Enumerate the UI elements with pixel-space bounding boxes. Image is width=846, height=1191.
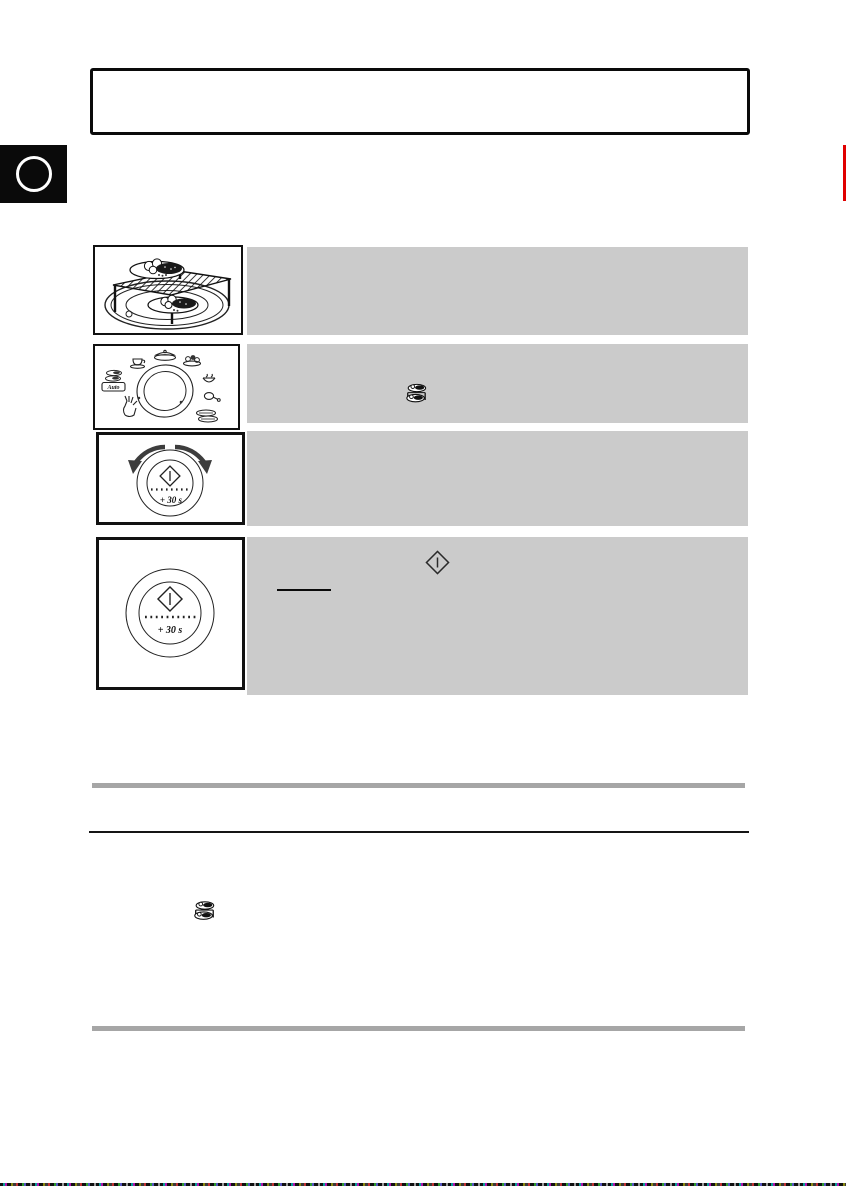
section-divider bbox=[92, 1026, 745, 1031]
auto-label: Auto bbox=[107, 384, 120, 391]
circle-icon bbox=[16, 156, 52, 192]
underline-mark bbox=[277, 589, 331, 591]
two-plates-icon bbox=[404, 383, 428, 405]
start-diamond-icon bbox=[160, 466, 180, 486]
turntable-rack-two-plates-illustration bbox=[95, 248, 241, 333]
platter-icon bbox=[184, 355, 201, 366]
plate-top bbox=[130, 258, 184, 278]
auto-cook-dial-with-food-icons-illustration bbox=[95, 347, 238, 428]
step-image-frame bbox=[93, 344, 240, 430]
thin-rule bbox=[89, 831, 749, 833]
dial-label: + 30 s bbox=[157, 625, 183, 636]
section-divider bbox=[92, 783, 745, 788]
header-outline-box bbox=[90, 68, 750, 135]
step-image-frame bbox=[96, 432, 245, 525]
start-diamond-icon bbox=[158, 587, 182, 611]
step-text-box bbox=[247, 344, 748, 423]
step-text-box bbox=[247, 537, 748, 695]
page-section-marker bbox=[0, 145, 67, 203]
two-plates-icon bbox=[192, 900, 216, 923]
dial-label: + 30 s bbox=[159, 495, 183, 505]
hand-icon bbox=[124, 396, 141, 417]
gratin-dishes-icon bbox=[197, 410, 218, 422]
step-text-box bbox=[247, 247, 748, 335]
step-image-frame bbox=[93, 245, 243, 335]
bowl-icon bbox=[203, 374, 215, 382]
step-image-frame bbox=[96, 537, 245, 690]
start-diamond-icon bbox=[425, 550, 450, 575]
casserole-icon bbox=[155, 350, 176, 360]
auto-plates-icon bbox=[102, 370, 125, 391]
auto-dial bbox=[134, 361, 197, 420]
start-dial-illustration bbox=[99, 540, 242, 687]
print-registration-dashes bbox=[0, 1183, 846, 1186]
cup-icon bbox=[131, 359, 145, 368]
dial-with-rotation-arrows-illustration bbox=[99, 435, 242, 522]
step-text-box bbox=[247, 431, 748, 526]
plate-bottom bbox=[148, 295, 198, 313]
chicken-icon bbox=[204, 392, 220, 401]
